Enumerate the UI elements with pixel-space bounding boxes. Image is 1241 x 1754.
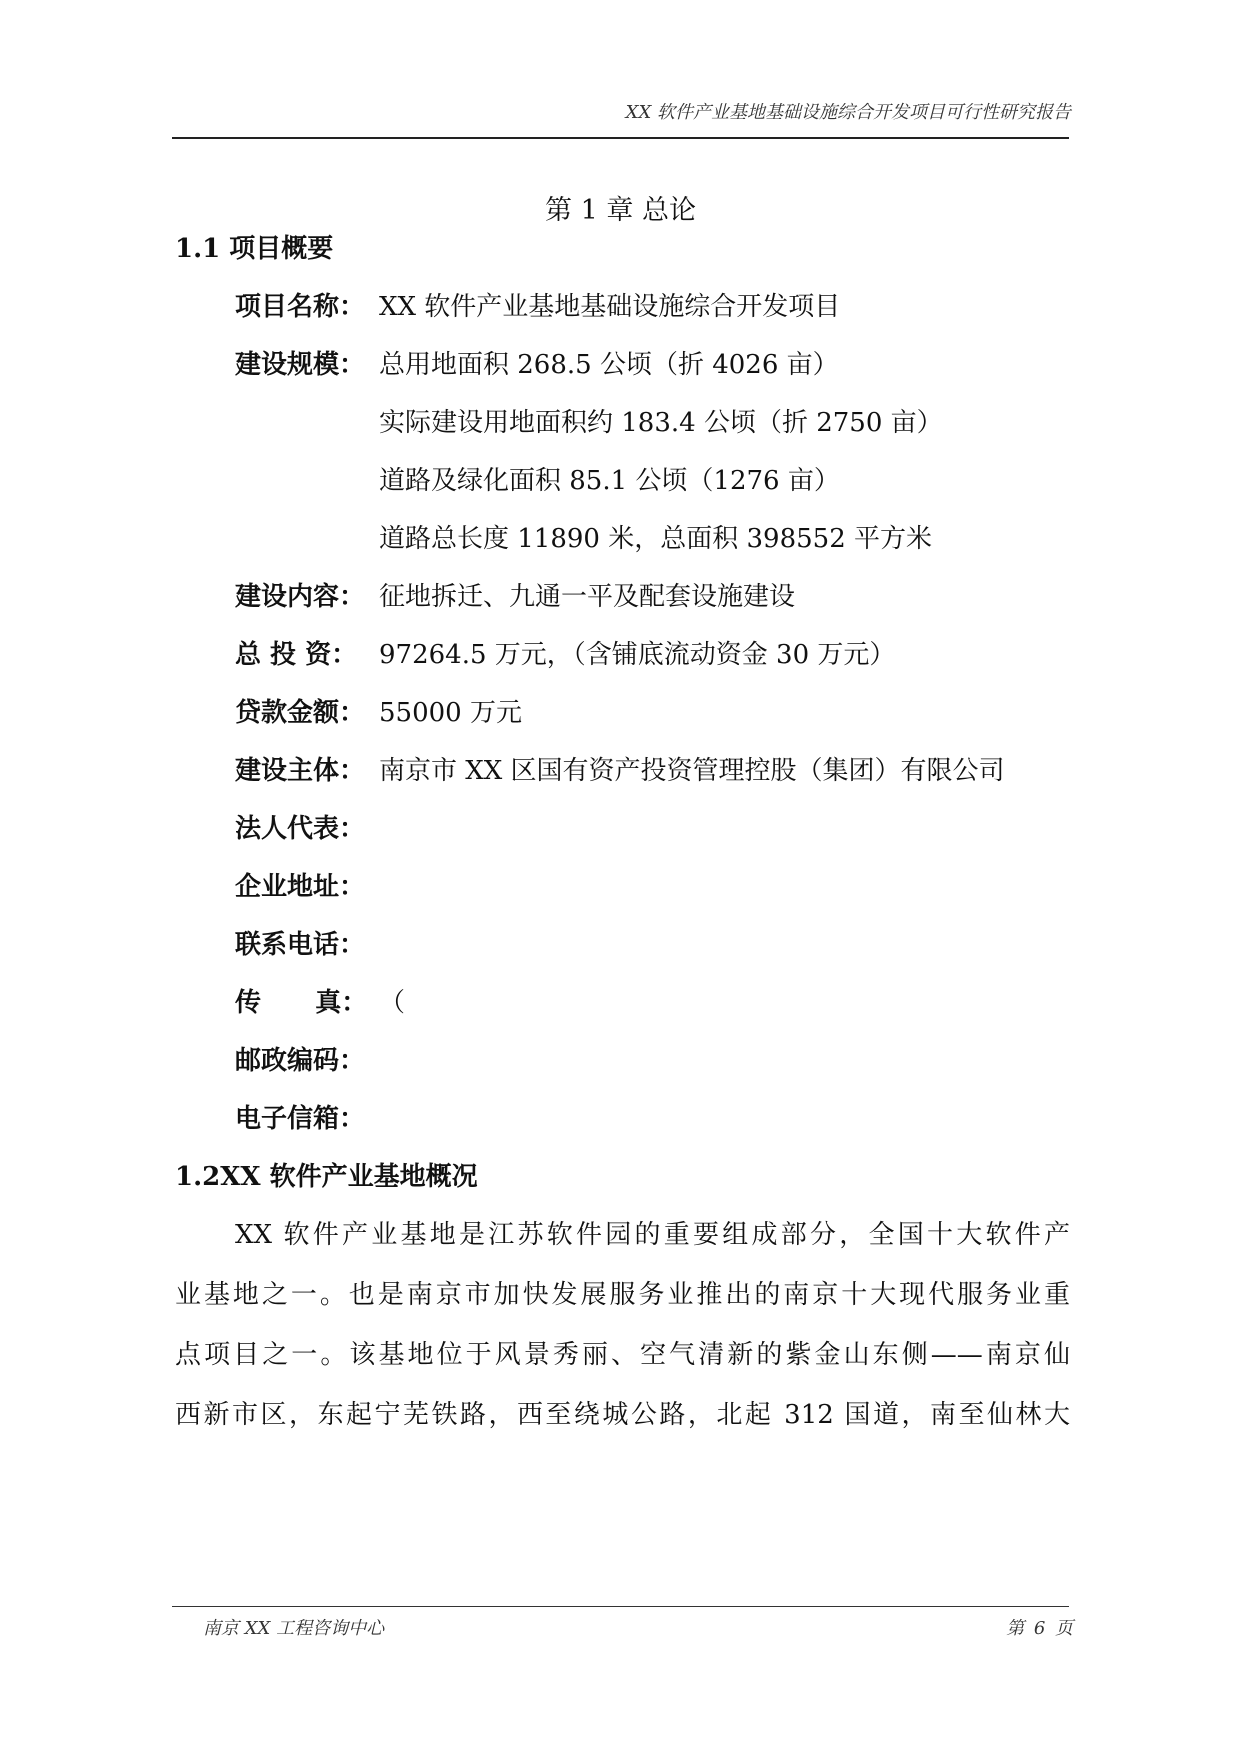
field-value: 总用地面积 268.5 公顷（折 4026 亩）	[379, 350, 839, 380]
running-header: XX 软件产业基地基础设施综合开发项目可行性研究报告	[625, 102, 1071, 123]
field-label: 联系电话：	[235, 930, 366, 960]
field-label: 电子信箱：	[235, 1104, 366, 1134]
field-value: 97264.5 万元，（含铺底流动资金 30 万元）	[379, 640, 896, 670]
paragraph-line: 业基地之一。也是南京市加快发展服务业推出的南京十大现代服务业重	[175, 1280, 1070, 1310]
paragraph-line: 西新市区，东起宁芜铁路，西至绕城公路，北起 312 国道，南至仙林大	[175, 1400, 1070, 1430]
field-label: 建设主体：	[235, 756, 366, 786]
field-fax	[235, 982, 405, 1019]
footer-organization: 南京 XX 工程咨询中心	[203, 1618, 385, 1639]
field-label: 企业地址：	[235, 872, 366, 902]
field-construction-content	[235, 576, 795, 613]
section-heading-1-1: 1.1 项目概要	[175, 234, 334, 264]
field-label: 法人代表：	[235, 814, 366, 844]
field-construction-scale	[235, 344, 839, 381]
field-label: 建设内容：	[235, 582, 366, 612]
paragraph-line: 点项目之一。该基地位于风景秀丽、空气清新的紫金山东侧——南京仙	[175, 1340, 1070, 1370]
paragraph-line: XX 软件产业基地是江苏软件园的重要组成部分，全国十大软件产	[235, 1220, 1070, 1250]
field-value: XX 软件产业基地基础设施综合开发项目	[379, 292, 841, 322]
field-postal-code	[235, 1040, 379, 1077]
header-rule	[172, 137, 1069, 139]
field-email	[235, 1098, 379, 1135]
field-label: 项目名称：	[235, 292, 366, 322]
scale-line-actual-area: 实际建设用地面积约 183.4 公顷（折 2750 亩）	[379, 408, 943, 438]
field-label: 传 真：	[235, 988, 368, 1018]
chapter-title: 第 1 章 总论	[545, 195, 696, 226]
field-phone	[235, 924, 379, 961]
field-label: 建设规模：	[235, 350, 366, 380]
field-value: 征地拆迁、九通一平及配套设施建设	[379, 582, 796, 612]
field-label: 贷款金额：	[235, 698, 366, 728]
footer-rule	[172, 1606, 1069, 1607]
field-loan-amount	[235, 692, 522, 729]
field-value: 55000 万元	[379, 698, 522, 728]
field-legal-representative	[235, 808, 379, 845]
field-total-investment	[235, 634, 895, 671]
field-value: 南京市 XX 区国有资产投资管理控股（集团）有限公司	[379, 756, 1005, 786]
section-heading-1-2: 1.2XX 软件产业基地概况	[175, 1162, 478, 1192]
scale-line-road-green-area: 道路及绿化面积 85.1 公顷（1276 亩）	[379, 466, 840, 496]
field-label: 邮政编码：	[235, 1046, 366, 1076]
field-construction-entity	[235, 750, 1005, 787]
field-value: （	[379, 988, 406, 1018]
scale-line-road-length: 道路总长度 11890 米，总面积 398552 平方米	[379, 524, 933, 554]
field-project-name	[235, 286, 840, 323]
field-label: 总 投 资：	[235, 640, 358, 670]
field-company-address	[235, 866, 379, 903]
footer-page-number: 第 6 页	[1006, 1618, 1073, 1639]
